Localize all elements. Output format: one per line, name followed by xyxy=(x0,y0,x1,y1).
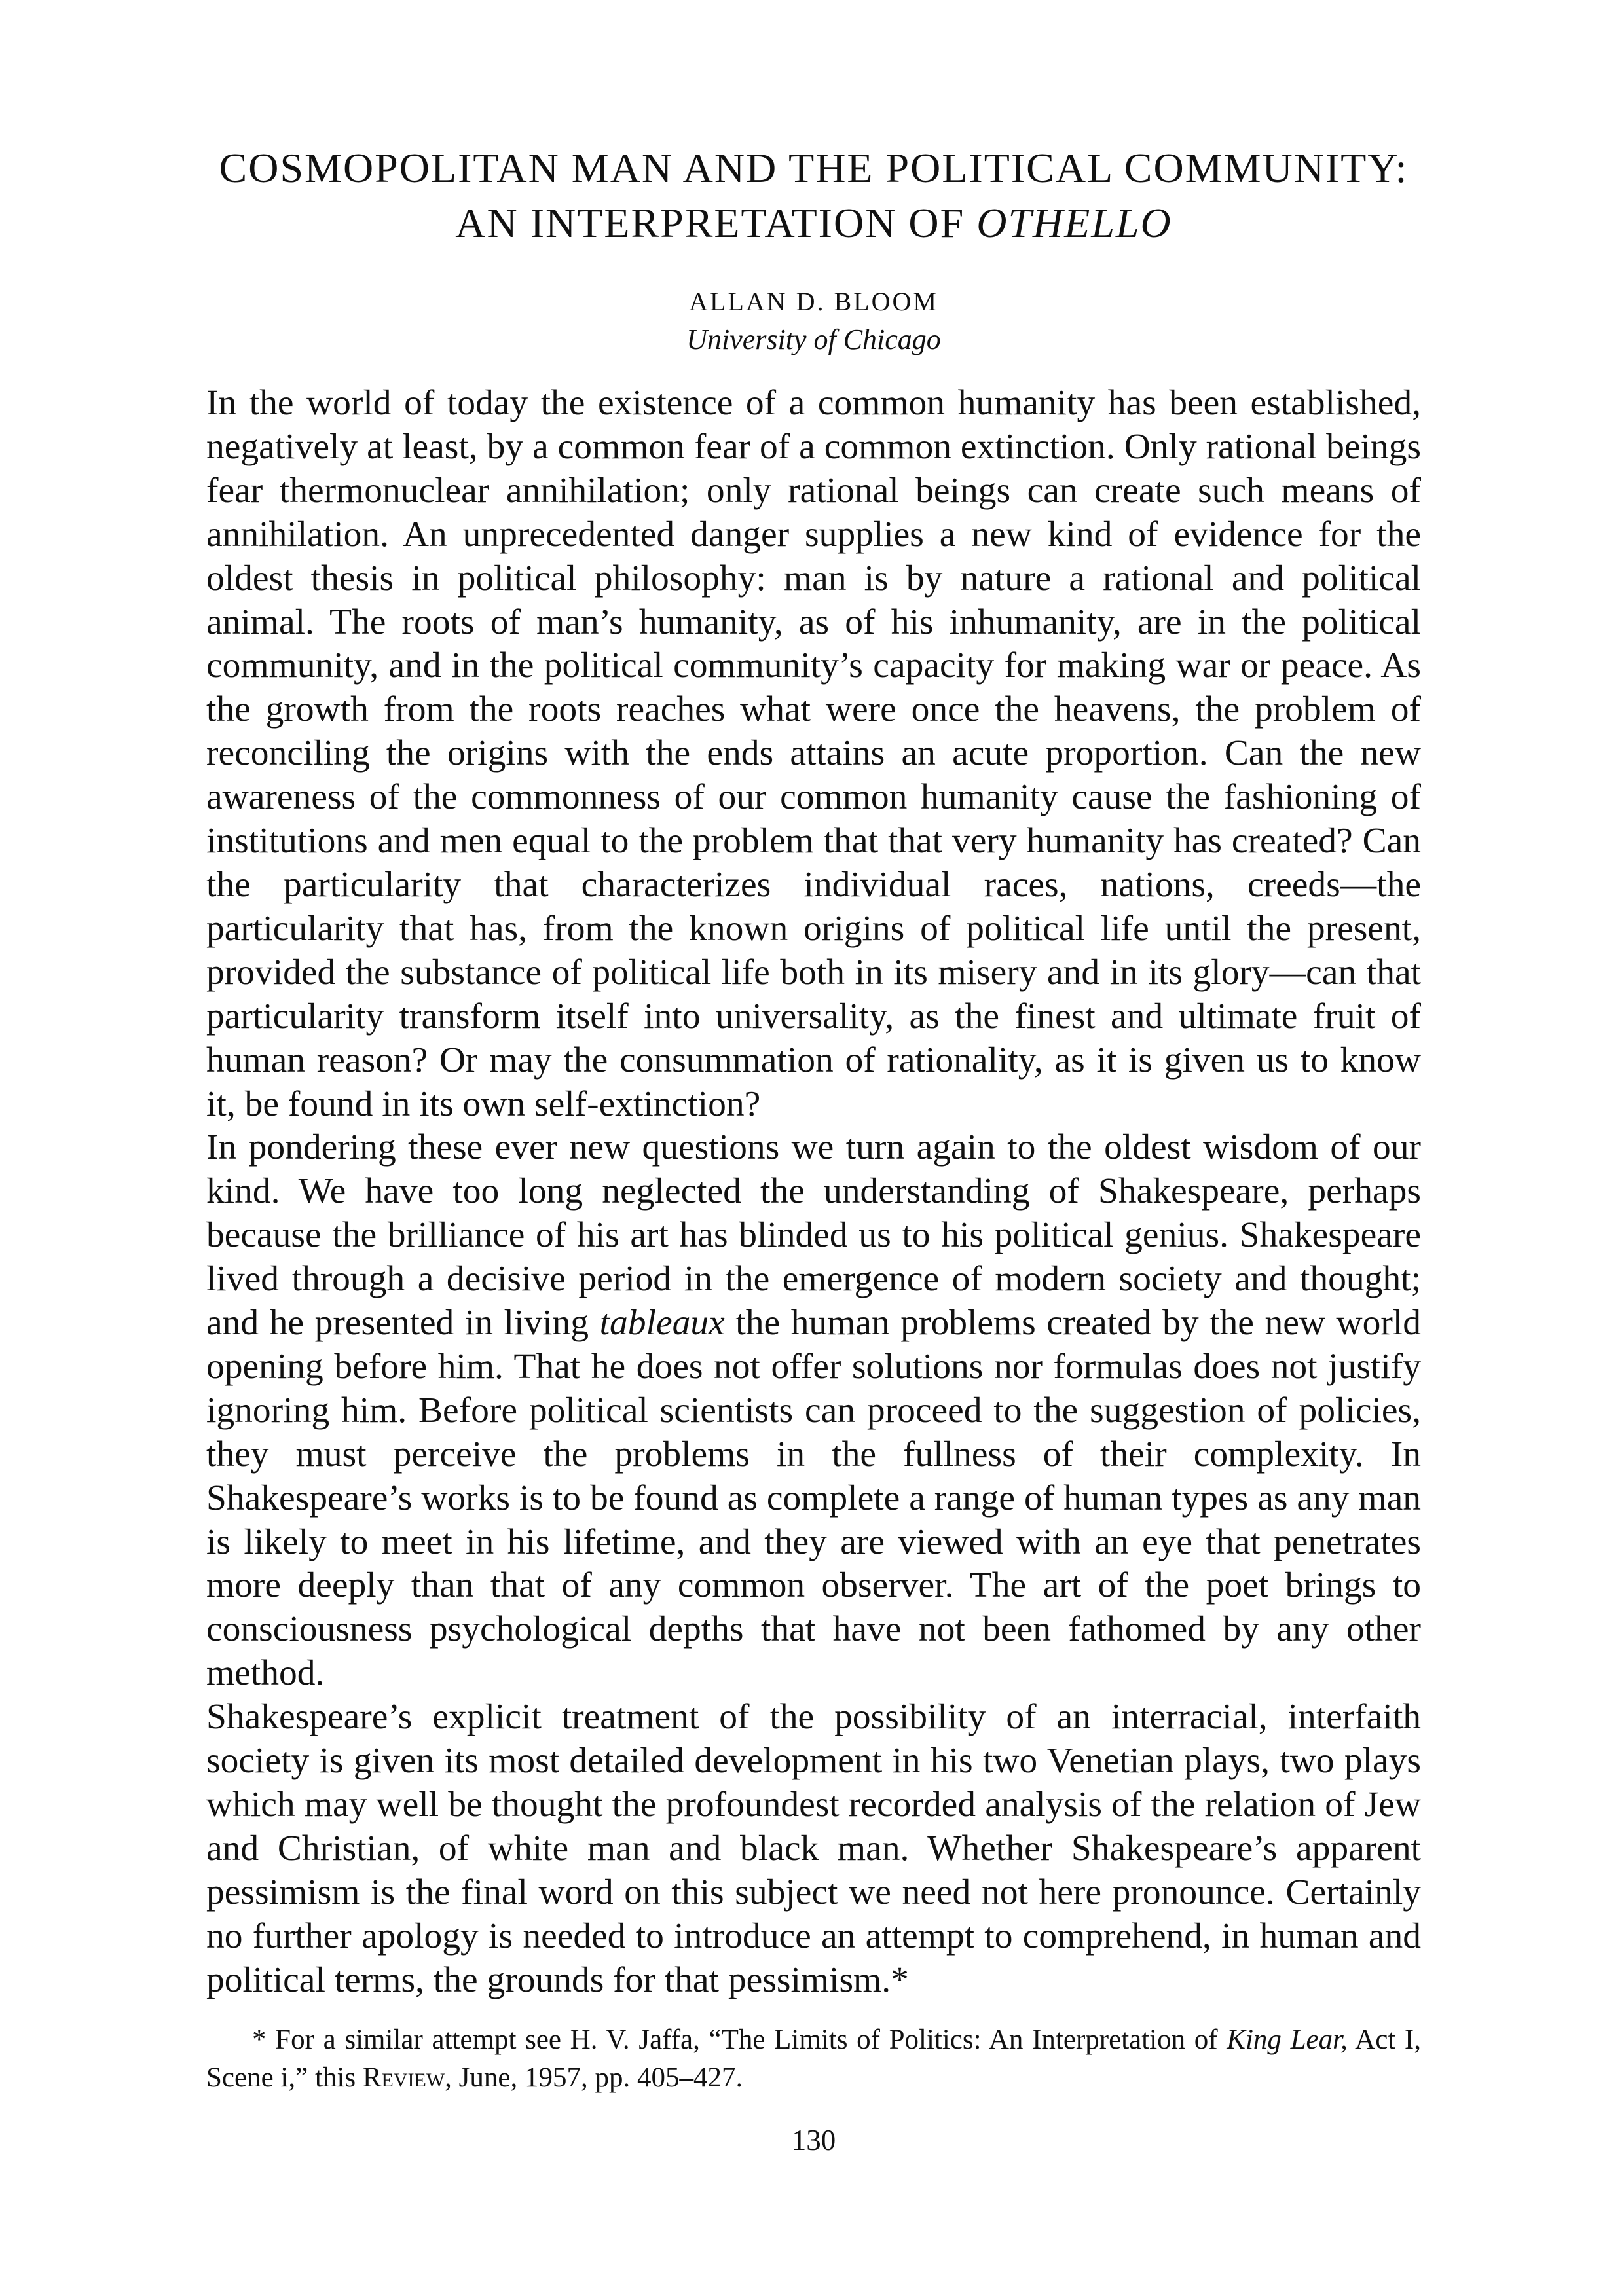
page-number: 130 xyxy=(791,2123,836,2157)
paragraph-1: In the world of today the existence of a common humanity has been established, negatively at least, by a common fear of a common extinction. Only rational beings fear thermonuclear annihilation; only rational beings can create such means of annihilation. An unprecedented danger supplies a new kind of evidence for the oldest thesis in political philosophy: man is by nature a rational and political animal. The roots of man’s humanity, as of his inhumanity, are in the political community, and in the political community’s capacity for making war or peace. As the growth from the roots reaches what were once the heavens, the problem of reconciling the origins with the ends attains an acute proportion. Can the new awareness of the commonness of our common humanity cause the fashioning of institutions and men equal to the problem that that very humanity has created? Can the particularity that characterizes individual races, nations, creeds—the particularity that has, from the known origins of political life until the present, provided the substance of political life both in its misery and in its glory—can that particularity transform itself into universality, as the finest and ultimate fruit of human reason? Or may the consummation of rationality, as it is given us to know it, be found in its own self-extinction? xyxy=(206,383,1421,1124)
paragraph-2-text-a: In pondering these ever new questions we turn again to the oldest wisdom of our kind. We have too long neglected the understanding of Shakespeare, perhaps because the brilliance of his art has blinded us to his political genius. Shakespeare lived through a decisive period in the emergence of modern society and thought; and he presented in living xyxy=(206,1127,1421,1343)
footnote-text-b: Act I, Scene i,” this xyxy=(206,2024,1421,2093)
footnote-text-a: * For a similar attempt see H. V. Jaffa, “The Limits of Politics: An Interpretation of xyxy=(252,2024,1227,2055)
footnote-italic: King Lear, xyxy=(1227,2024,1348,2055)
paragraph-2 xyxy=(206,1126,1421,1696)
article-page xyxy=(206,141,1421,2157)
article-body xyxy=(206,382,1421,2003)
paragraph-2-text-b: the human problems created by the new world opening before him. That he does not offer solutions nor formulas does not justify ignoring him. Before political scientists can proceed to the suggestion of policies, they must perceive the problems in the fullness of their complexity. In Shakespeare’s works is to be found as complete a range of human types as any man is likely to meet in his lifetime, and they are viewed with an eye that penetrates more deeply than that of any common observer. The art of the poet brings to consciousness psychological depths that have not been fathomed by any other method. xyxy=(206,1303,1421,1694)
footnote-journal: Review xyxy=(362,2062,445,2093)
paragraph-3: Shakespeare’s explicit treatment of the possibility of an interracial, interfaith society is given its most detailed development in his two Venetian plays, two plays which may well be thought the profoundest recorded analysis of the relation of Jew and Christian, of white man and black man. Whether Shakespeare’s apparent pessimism is the final word on this subject we need not here pronounce. Certainly no further apology is needed to introduce an attempt to comprehend, in human and political terms, the grounds for that pessimism.* xyxy=(206,1697,1421,2000)
author-name: ALLAN D. BLOOM xyxy=(689,287,938,316)
title-line-2-prefix: AN INTERPRETATION OF xyxy=(455,200,977,246)
title-line-1: COSMOPOLITAN MAN AND THE POLITICAL COMMUNITY: xyxy=(219,145,1409,191)
paragraph-2-italic: tableaux xyxy=(599,1303,725,1343)
footnote xyxy=(206,2021,1421,2097)
article-title xyxy=(206,141,1421,251)
footnote-text-c: , June, 1957, pp. 405–427. xyxy=(445,2062,743,2093)
title-line-2-italic: OTHELLO xyxy=(976,200,1172,246)
author-affiliation: University of Chicago xyxy=(686,323,941,355)
